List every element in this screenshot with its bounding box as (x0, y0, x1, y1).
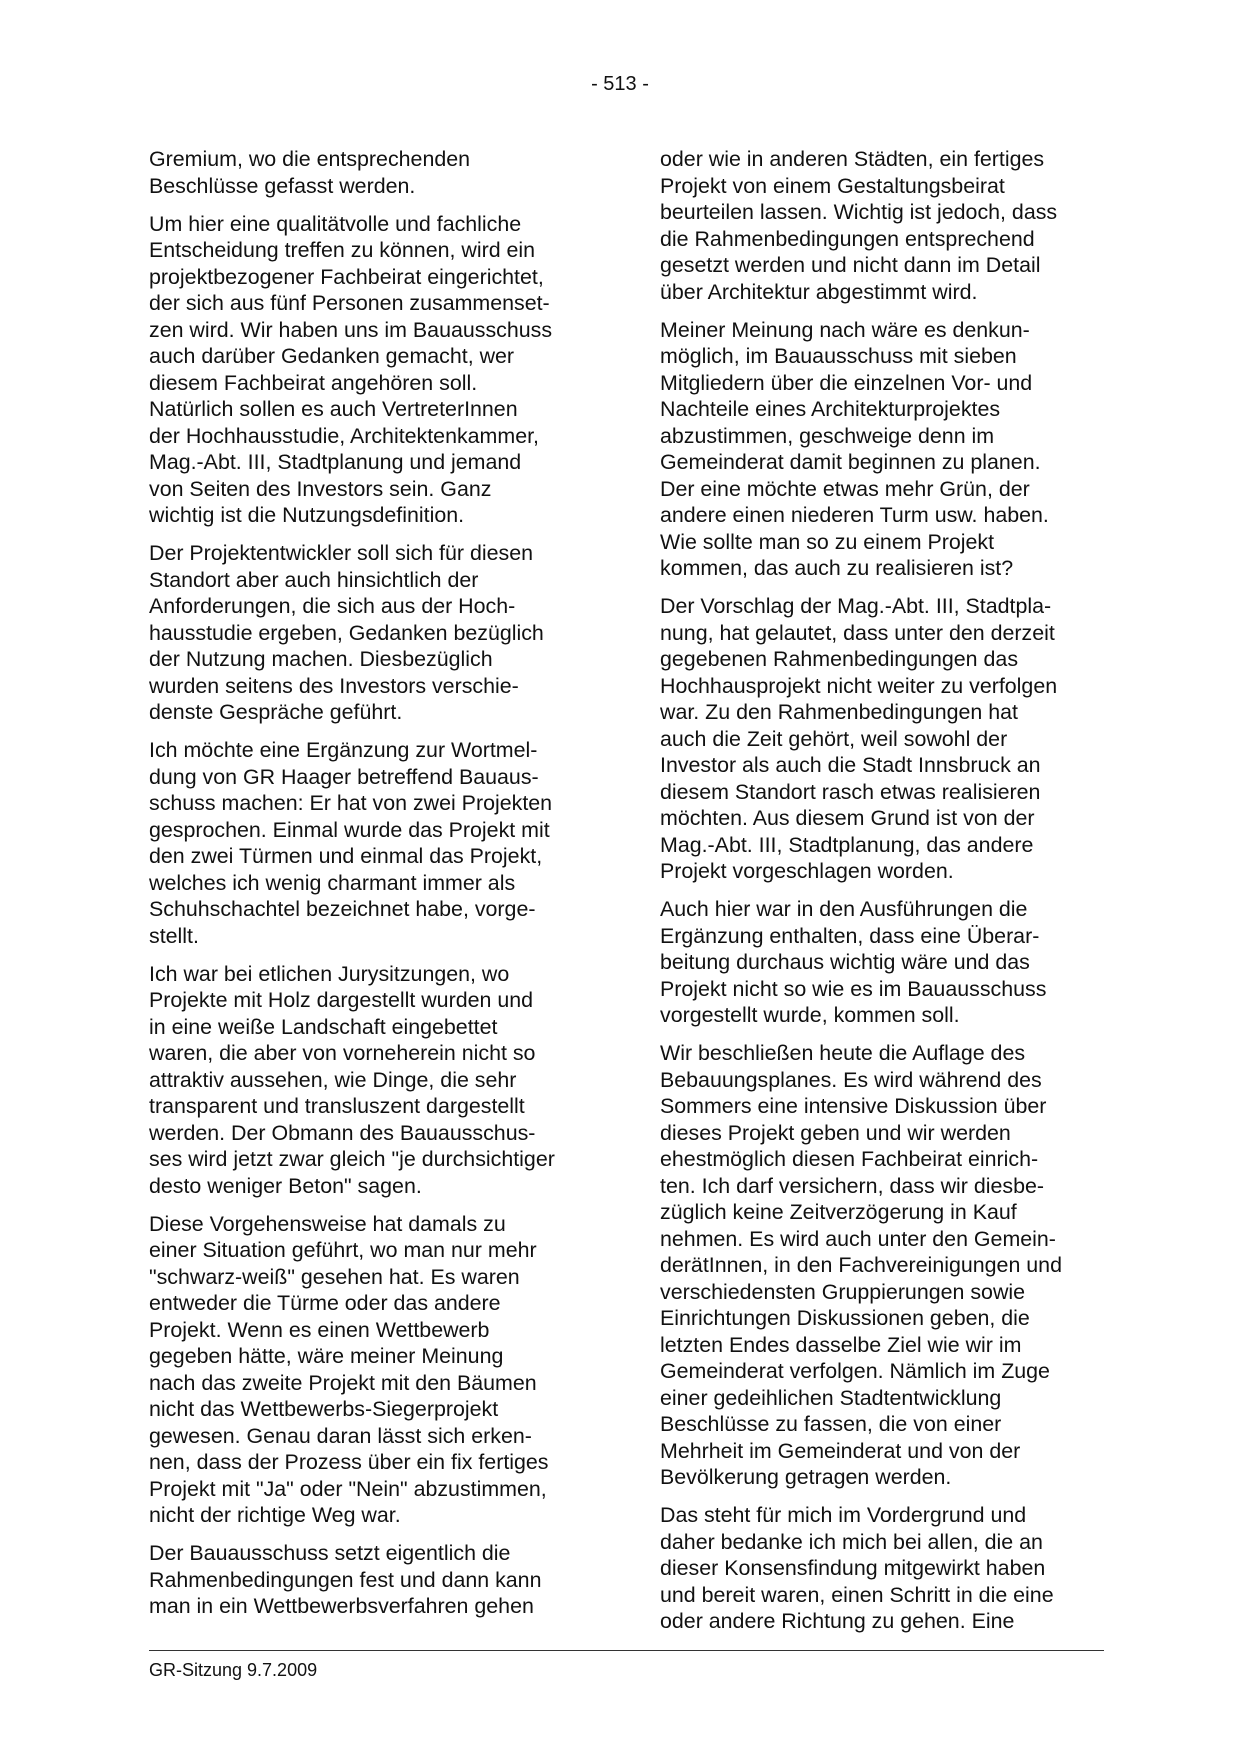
paragraph (149, 211, 594, 529)
text-line: Investor als auch die Stadt Innsbruck an (660, 753, 1041, 777)
paragraph (660, 146, 1105, 305)
text-line: attraktiv aussehen, wie Dinge, die sehr (149, 1067, 517, 1092)
text-line: nung, hat gelautet, dass unter den derzeit (660, 620, 1055, 645)
text-line: Gemeinderat verfolgen. Nämlich im Zuge (660, 1359, 1050, 1383)
text-line: einer gedeihlichen Stadtentwicklung (660, 1385, 1002, 1410)
text-line: Nachteile eines Architekturprojektes (660, 397, 1001, 421)
paragraph (149, 1211, 594, 1529)
text-line: gesetzt werden und nicht dann im Detail (660, 253, 1041, 277)
text-line: Mitgliedern über die einzelnen Vor- und (660, 370, 1033, 395)
text-line: Bebauungsplanes. Es wird während des (660, 1067, 1042, 1092)
text-line: gegebenen Rahmenbedingungen das (660, 647, 1019, 671)
text-line: hausstudie ergeben, Gedanken bezüglich (149, 620, 544, 645)
text-line: nicht der richtige Weg war. (149, 1503, 401, 1527)
text-line: beurteilen lassen. Wichtig ist jedoch, dass (660, 200, 1058, 224)
text-line: werden. Der Obmann des Bauausschus- (149, 1120, 536, 1145)
text-line: desto weniger Beton" sagen. (149, 1173, 422, 1198)
footer-divider (149, 1650, 1104, 1651)
left-column (149, 146, 594, 1631)
text-line: transparent und transluszent dargestellt (149, 1094, 525, 1118)
text-line: gewesen. Genau daran lässt sich erken- (149, 1423, 532, 1448)
text-line: ehestmöglich diesen Fachbeirat einrich- (660, 1147, 1039, 1171)
text-line: Einrichtungen Diskussionen geben, die (660, 1306, 1030, 1330)
text-line: Um hier eine qualitätvolle und fachliche (149, 211, 522, 236)
text-line: Projekt mit "Ja" oder "Nein" abzustimmen, (149, 1476, 547, 1501)
text-line: vorgestellt wurde, kommen soll. (660, 1003, 960, 1027)
text-line: zen wird. Wir haben uns im Bauausschuss (149, 317, 553, 342)
text-line: Meiner Meinung nach wäre es denkun- (660, 317, 1030, 342)
text-line: gegeben hätte, wäre meiner Meinung (149, 1344, 504, 1368)
text-line: einer Situation geführt, wo man nur mehr (149, 1238, 537, 1262)
text-line: derätInnen, in den Fachvereinigungen und (660, 1253, 1062, 1277)
text-line: Der Projektentwickler soll sich für diesen (149, 541, 533, 565)
text-line: auch darüber Gedanken gemacht, wer (149, 344, 515, 368)
paragraph (660, 593, 1105, 885)
text-line: Der Vorschlag der Mag.-Abt. III, Stadtpla- (660, 594, 1052, 618)
text-line: Beschlüsse zu fassen, die von einer (660, 1412, 1002, 1436)
text-line: Wie sollte man so zu einem Projekt (660, 529, 995, 554)
text-line: der sich aus fünf Personen zusammenset- (149, 291, 550, 315)
text-line: dung von GR Haager betreffend Bauaus- (149, 764, 539, 789)
paragraph (149, 1540, 594, 1620)
text-line: man in ein Wettbewerbsverfahren gehen (149, 1594, 534, 1618)
text-line: Projekt nicht so wie es im Bauausschuss (660, 976, 1047, 1001)
text-line: Gemeinderat damit beginnen zu planen. (660, 450, 1041, 474)
text-line: "schwarz-weiß" gesehen hat. Es waren (149, 1264, 520, 1289)
text-line: Hochhausprojekt nicht weiter zu verfolgen (660, 673, 1058, 698)
text-line: der Nutzung machen. Diesbezüglich (149, 647, 493, 671)
text-line: Ergänzung enthalten, dass eine Überar- (660, 923, 1040, 948)
text-line: oder andere Richtung zu gehen. Eine (660, 1609, 1015, 1633)
text-line: Standort aber auch hinsichtlich der (149, 567, 479, 592)
text-line: Projekt. Wenn es einen Wettbewerb (149, 1317, 490, 1342)
text-line: Projekte mit Holz dargestellt wurden und (149, 988, 534, 1012)
text-line: Beschlüsse gefasst werden. (149, 173, 416, 198)
text-line: gesprochen. Einmal wurde das Projekt mit (149, 817, 550, 842)
text-line: Projekt vorgeschlagen worden. (660, 859, 954, 883)
text-line: und bereit waren, einen Schritt in die eine (660, 1582, 1054, 1607)
text-line: Sommers eine intensive Diskussion über (660, 1094, 1047, 1118)
text-line: die Rahmenbedingungen entsprechend (660, 226, 1035, 251)
text-line: möchten. Aus diesem Grund ist von der (660, 806, 1035, 830)
text-line: Auch hier war in den Ausführungen die (660, 897, 1028, 921)
text-line: der Hochhausstudie, Architektenkammer, (149, 423, 539, 448)
paragraph (660, 1502, 1105, 1635)
footer-session-date: GR-Sitzung 9.7.2009 (149, 1660, 318, 1680)
text-line: waren, die aber von vorneherein nicht so (149, 1041, 536, 1065)
text-line: Anforderungen, die sich aus der Hoch- (149, 594, 516, 618)
text-line: letzten Endes dasselbe Ziel wie wir im (660, 1332, 1022, 1357)
text-line: Der Bauausschuss setzt eigentlich die (149, 1541, 511, 1565)
text-line: ses wird jetzt zwar gleich "je durchsichtiger (149, 1147, 555, 1171)
paragraph (149, 737, 594, 949)
text-line: kommen, das auch zu realisieren ist? (660, 556, 1014, 580)
text-line: andere einen niederen Turm usw. haben. (660, 503, 1049, 527)
text-line: verschiedensten Gruppierungen sowie (660, 1279, 1026, 1304)
text-line: daher bedanke ich mich bei allen, die an (660, 1529, 1043, 1554)
text-line: projektbezogener Fachbeirat eingerichtet, (149, 264, 544, 289)
paragraph (660, 896, 1105, 1029)
text-line: Natürlich sollen es auch VertreterInnen (149, 397, 518, 421)
text-line: Ich möchte eine Ergänzung zur Wortmel- (149, 738, 538, 762)
paragraph (149, 961, 594, 1200)
text-line: war. Zu den Rahmenbedingungen hat (660, 700, 1018, 724)
text-line: Bevölkerung getragen werden. (660, 1465, 952, 1489)
text-line: schuss machen: Er hat von zwei Projekten (149, 791, 553, 815)
paragraph (660, 1040, 1105, 1491)
text-line: über Architektur abgestimmt wird. (660, 279, 978, 304)
text-line: züglich keine Zeitverzögerung in Kauf (660, 1200, 1017, 1224)
page-number: - 513 - (591, 73, 649, 95)
text-line: entweder die Türme oder das andere (149, 1291, 501, 1315)
paragraph (149, 146, 594, 199)
text-line: beitung durchaus wichtig wäre und das (660, 950, 1030, 974)
right-column (660, 146, 1105, 1646)
text-line: nach das zweite Projekt mit den Bäumen (149, 1370, 537, 1395)
paragraph (149, 540, 594, 726)
text-line: abzustimmen, geschweige denn im (660, 423, 995, 448)
text-line: Entscheidung treffen zu können, wird ein (149, 238, 536, 262)
text-line: Schuhschachtel bezeichnet habe, vorge- (149, 897, 536, 921)
text-line: Wir beschließen heute die Auflage des (660, 1041, 1026, 1065)
text-line: diesem Fachbeirat angehören soll. (149, 370, 478, 395)
text-line: oder wie in anderen Städten, ein fertiges (660, 147, 1045, 171)
text-line: stellt. (149, 923, 199, 948)
text-line: denste Gespräche geführt. (149, 700, 403, 724)
text-line: Mag.-Abt. III, Stadtplanung und jemand (149, 450, 522, 474)
text-line: Mag.-Abt. III, Stadtplanung, das andere (660, 832, 1034, 857)
text-line: diesem Standort rasch etwas realisieren (660, 779, 1041, 804)
text-line: ten. Ich darf versichern, dass wir diesbe- (660, 1173, 1045, 1198)
text-line: Das steht für mich im Vordergrund und (660, 1503, 1027, 1527)
text-line: wurden seitens des Investors verschie- (149, 673, 519, 698)
text-line: den zwei Türmen und einmal das Projekt, (149, 844, 543, 868)
text-line: Ich war bei etlichen Jurysitzungen, wo (149, 961, 510, 986)
text-line: nehmen. Es wird auch unter den Gemein- (660, 1226, 1056, 1251)
text-line: nen, dass der Prozess über ein fix fertiges (149, 1450, 549, 1474)
text-line: in eine weiße Landschaft eingebettet (149, 1014, 498, 1039)
text-line: nicht das Wettbewerbs-Siegerprojekt (149, 1397, 499, 1421)
text-line: welches ich wenig charmant immer als (149, 870, 516, 895)
text-line: auch die Zeit gehört, weil sowohl der (660, 726, 1008, 751)
text-line: Der eine möchte etwas mehr Grün, der (660, 476, 1030, 501)
text-line: wichtig ist die Nutzungsdefinition. (149, 503, 465, 527)
text-line: von Seiten des Investors sein. Ganz (149, 476, 492, 501)
text-line: Gremium, wo die entsprechenden (149, 147, 471, 171)
text-line: möglich, im Bauausschuss mit sieben (660, 344, 1017, 368)
text-line: Mehrheit im Gemeinderat und von der (660, 1438, 1021, 1463)
paragraph (660, 317, 1105, 582)
text-line: Diese Vorgehensweise hat damals zu (149, 1211, 506, 1236)
text-line: dieses Projekt geben und wir werden (660, 1120, 1011, 1145)
text-line: Projekt von einem Gestaltungsbeirat (660, 173, 1005, 198)
text-line: Rahmenbedingungen fest und dann kann (149, 1567, 542, 1592)
text-line: dieser Konsensfindung mitgewirkt haben (660, 1556, 1046, 1580)
